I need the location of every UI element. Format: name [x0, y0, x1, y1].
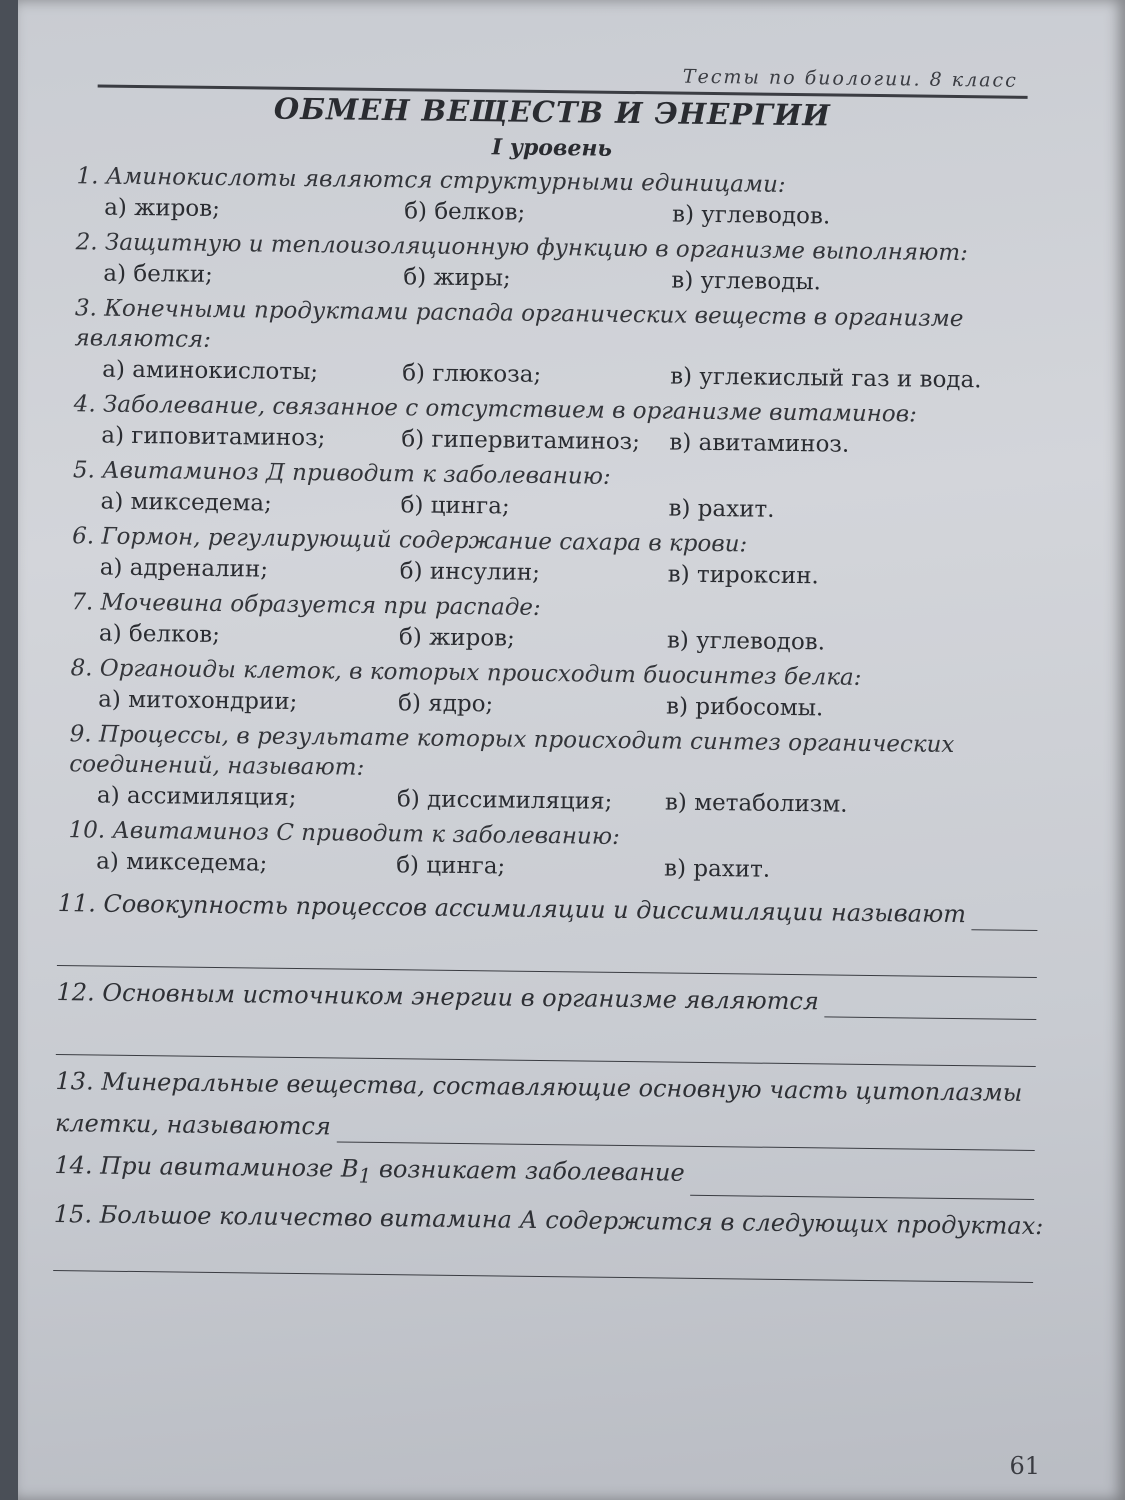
answer-c: в) метаболизм. [664, 789, 848, 818]
answer-a: а) белков; [98, 620, 221, 649]
answer-blank [690, 1173, 1034, 1200]
open-question-13 [55, 1065, 1035, 1109]
open-question-text: 13. Минеральные вещества, составляющие основную часть цитоплазмы [55, 1067, 1023, 1107]
page-content [43, 58, 1048, 1293]
question-block [53, 389, 1044, 463]
answer-b: б) белков; [403, 198, 526, 226]
question-text: 5. Авитаминоз Д приводит к заболеванию: [72, 457, 611, 490]
open-question-14 [54, 1149, 1034, 1200]
answer-b: б) диссимиляция; [396, 786, 613, 815]
answer-line [53, 1270, 1033, 1283]
page-number: 61 [1009, 1452, 1040, 1480]
question-block [48, 815, 1039, 889]
answer-b: б) цинга; [396, 852, 506, 880]
q14-suffix: возникает заболевание [371, 1154, 685, 1187]
answer-a: а) белки; [103, 260, 214, 288]
answer-c: в) углекислый газ и вода. [669, 363, 982, 394]
answer-a: а) гиповитаминоз; [101, 422, 326, 452]
open-question-text: 11. Совокупность процессов ассимиляции и диссимиляции называют [57, 889, 967, 929]
question-block [50, 653, 1041, 727]
answer-blank [337, 1119, 1035, 1151]
multiple-choice-list [48, 161, 1047, 889]
q14-prefix: 14. При авитаминозе В [54, 1151, 359, 1183]
open-question-13-continued [55, 1107, 1035, 1151]
question-text: 9. Процессы, в результате которых происходит синтез органических соединений, называют: [69, 721, 955, 781]
answer-line [56, 1054, 1036, 1067]
answer-b: б) цинга; [400, 492, 510, 520]
level-heading: I уровень [491, 134, 613, 162]
answer-c: в) рахит. [663, 855, 771, 883]
open-question-text: клетки, называются [54, 1109, 332, 1141]
question-block [56, 161, 1047, 235]
answer-a: а) митохондрии; [98, 686, 298, 715]
question-text: 2. Защитную и теплоизоляционную функцию в организме выполняют: [75, 229, 969, 267]
answer-b: б) жиры; [403, 264, 511, 292]
answer-c: в) углеводов. [671, 201, 831, 230]
question-text: 1. Аминокислоты являются структурными единицами: [76, 163, 786, 198]
open-question-text: 12. Основным источником энергии в организме являются [56, 978, 820, 1016]
answer-c: в) рахит. [668, 495, 775, 523]
answer-a: а) аминокислоты; [102, 356, 319, 386]
answer-a: а) микседема; [96, 848, 268, 877]
open-question-15 [53, 1198, 1044, 1242]
answer-c: в) рибосомы. [665, 693, 824, 722]
answer-c: в) авитаминоз. [669, 429, 850, 458]
question-block [55, 227, 1046, 301]
open-question-text [54, 1149, 685, 1195]
answer-c: в) углеводы. [671, 267, 822, 296]
answer-a: а) ассимиляция; [96, 782, 297, 811]
question-block [52, 521, 1043, 595]
question-text: 6. Гормон, регулирующий содержание сахара в крови: [71, 523, 748, 558]
question-text: 7. Мочевина образуется при распаде: [71, 589, 541, 621]
answer-blank [825, 994, 1037, 1020]
answer-c: в) тироксин. [667, 561, 819, 590]
q14-subscript: 1 [358, 1163, 372, 1188]
answer-b: б) глюкоза; [402, 360, 542, 388]
answer-a: а) адреналин; [99, 554, 269, 583]
open-question-text: 15. Большое количество витамина А содержится в следующих продуктах: [53, 1199, 1044, 1240]
question-block [54, 293, 1045, 397]
open-question-12 [56, 976, 1036, 1020]
running-head: Тесты по биологии. 8 класс [682, 65, 1018, 92]
answer-blank [972, 907, 1038, 931]
answer-b: б) ядро; [397, 690, 494, 718]
answer-b: б) жиров; [398, 624, 515, 652]
answer-c: в) углеводов. [666, 627, 826, 656]
answer-a: а) жиров; [104, 194, 221, 222]
page-title: ОБМЕН ВЕЩЕСТВ И ЭНЕРГИИ [273, 91, 832, 133]
question-block [52, 455, 1043, 529]
book-page [18, 0, 1125, 1500]
question-text: 10. Авитаминоз С приводит к заболеванию: [68, 817, 620, 850]
question-text: 4. Заболевание, связанное с отсутствием в организме витаминов: [73, 391, 918, 428]
open-question-11 [57, 887, 1037, 931]
question-text: 3. Конечными продуктами распада органических веществ в организме являются: [74, 295, 964, 353]
answer-a: а) микседема; [100, 488, 272, 517]
answer-b: б) гипервитаминоз; [401, 426, 641, 456]
answer-b: б) инсулин; [399, 558, 541, 586]
question-block [49, 719, 1040, 823]
question-block [51, 587, 1042, 661]
question-text: 8. Органоиды клеток, в которых происходит биосинтез белка: [70, 655, 862, 691]
answer-line [57, 965, 1037, 978]
